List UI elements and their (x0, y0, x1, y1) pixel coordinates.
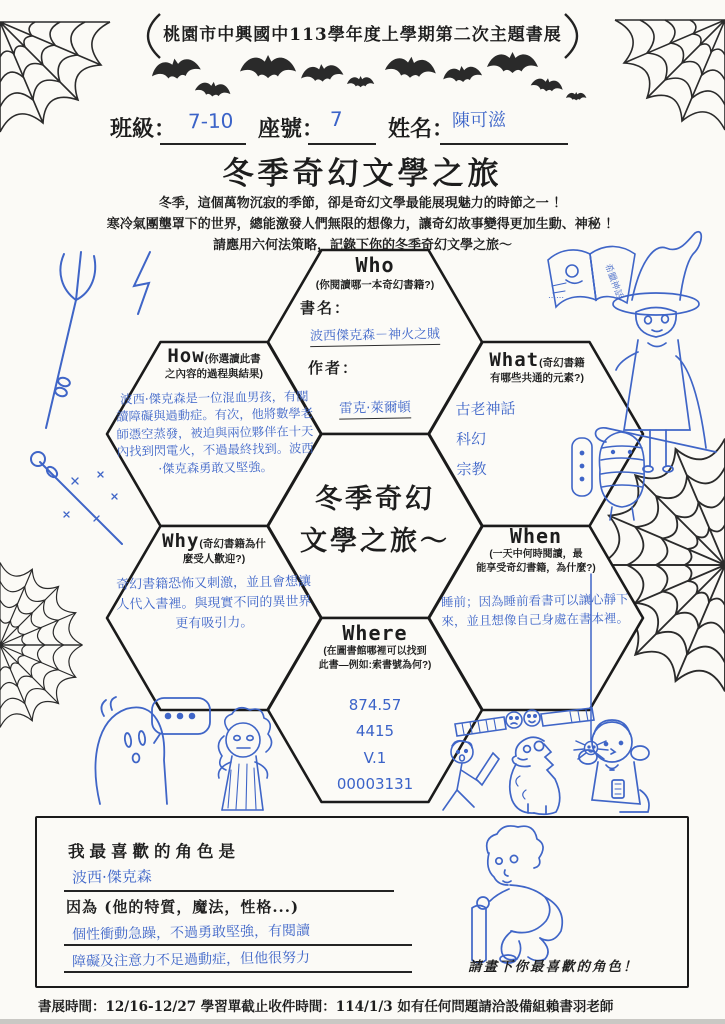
what-answer-1: 古老神話 (455, 399, 516, 419)
dinosaur-icon (510, 737, 560, 814)
favorite-underline-2 (64, 944, 412, 946)
hex-what-title: What(奇幻書籍 有哪些共通的元素?) (489, 349, 585, 384)
seat-value-field: 7 (329, 106, 343, 132)
who-book-value: 波西傑克森－神火之賊 (276, 322, 474, 344)
book-ellipsis-text: ⋯⋯ (548, 293, 564, 302)
trident-icon (46, 252, 95, 428)
scan-edge (0, 1019, 725, 1024)
call-number-line-2: 4415 (355, 722, 395, 741)
favorite-underline-1 (64, 890, 394, 892)
school-header: 桃園市中興國中113學年度上學期第二次主題書展 (163, 25, 562, 45)
favorite-prompt-1: 我最喜歡的角色是 (68, 842, 240, 861)
what-answer-2: 科幻 (455, 430, 487, 449)
intro-line-1: 冬季，這個萬物沉寂的季節，卻是奇幻文學最能展現魅力的時節之一 ！ (158, 196, 567, 211)
hex-where-title: Where (在圖書館哪裡可以找到 此書—例如:索書號為何?) (318, 621, 432, 671)
call-number-line-1: 874.57 (348, 696, 402, 714)
name-value-field: 陳可滋 (451, 109, 507, 132)
lightning-icon (134, 252, 150, 314)
book-title-text: 希臘神話 (602, 262, 624, 300)
spiderweb-left-icon (0, 563, 83, 728)
page-title: 冬季奇幻文學之旅 (222, 156, 503, 191)
footer-note: 書展時間：12/16-12/27 學習單截止收件時間：114/1/3 如有任何問題請洽設備組賴書羽老師 (38, 999, 614, 1015)
favorite-answer-1: 波西·傑克森 (71, 867, 152, 887)
reading-girl-icon (579, 720, 649, 812)
call-number-line-3: V.1 (363, 748, 387, 767)
hex-when-title: When (一天中何時閱讀，最 能享受奇幻書籍，為什麼?) (476, 524, 596, 574)
how-answer: 波西·傑克森是一位混血男孩，有閱讀障礙與過動症。有次，他將數學老師憑空蒸發，被迫與兩位夥伴在十天內找到閃電火，不過最終找到。波西·傑克森勇敢又堅強。 (116, 389, 314, 476)
class-value-field: 7-10 (187, 108, 234, 134)
favorite-answer-2-line-2: 障礙及注意力不足過動症，但他很努力 (71, 949, 311, 971)
seat-label: 座號： (258, 116, 325, 142)
hex-why-title: Why(奇幻書籍為什 麼受人歡迎?) (162, 530, 266, 565)
class-label: 班級： (110, 116, 177, 142)
what-answer-3: 宗教 (456, 459, 487, 479)
when-answer: 睡前；因為睡前看書可以讓心靜下來，並且想像自己身處在書本裡。 (440, 591, 630, 629)
favorite-underline-3 (64, 971, 412, 973)
bats-icon (150, 52, 586, 100)
seat-underline (308, 143, 376, 145)
intro-line-3: 請應用六何法策略，記錄下你的冬季奇幻文學之旅～ (212, 238, 512, 253)
who-author-label: 作者： (308, 359, 360, 377)
class-underline (160, 143, 246, 145)
favorite-prompt-2: 因為 (他的特質，魔法，性格...) (66, 898, 300, 916)
who-book-label: 書名： (300, 299, 352, 317)
name-underline (440, 143, 568, 145)
draw-caption: 請畫下你最喜歡的角色！ (468, 959, 639, 975)
hex-who-subtitle: (你閱讀哪一本奇幻書籍?) (315, 279, 435, 291)
hex-center-title: 冬季奇幻 文學之旅～ (300, 484, 450, 557)
who-author-value: 雷克·萊爾頓 (316, 395, 434, 417)
ghost-icon (96, 697, 210, 804)
call-number-line-4: 00003131 (336, 774, 414, 793)
magic-wand-icon (31, 452, 122, 544)
why-answer: 奇幻書籍恐怖又刺激，並且會想讓人代入書裡。與現實不同的異世界更有吸引力。 (116, 574, 312, 632)
what-answers (455, 393, 517, 484)
where-answers (282, 692, 468, 797)
hex-who-title: Who (355, 253, 395, 277)
name-label: 姓名： (388, 116, 455, 142)
intro-line-2: 寒冷氣團壟罩下的世界，總能激發人們無限的想像力，讓奇幻故事變得更加生動、神秘 ！ (106, 217, 619, 232)
goddess-icon (218, 708, 271, 810)
hex-how-title: How(你選讀此書 之內容的過程與結果) (165, 345, 263, 380)
favorite-answer-2-line-1: 個性衝動急躁，不過勇敢堅強，有閱讀 (71, 922, 311, 944)
